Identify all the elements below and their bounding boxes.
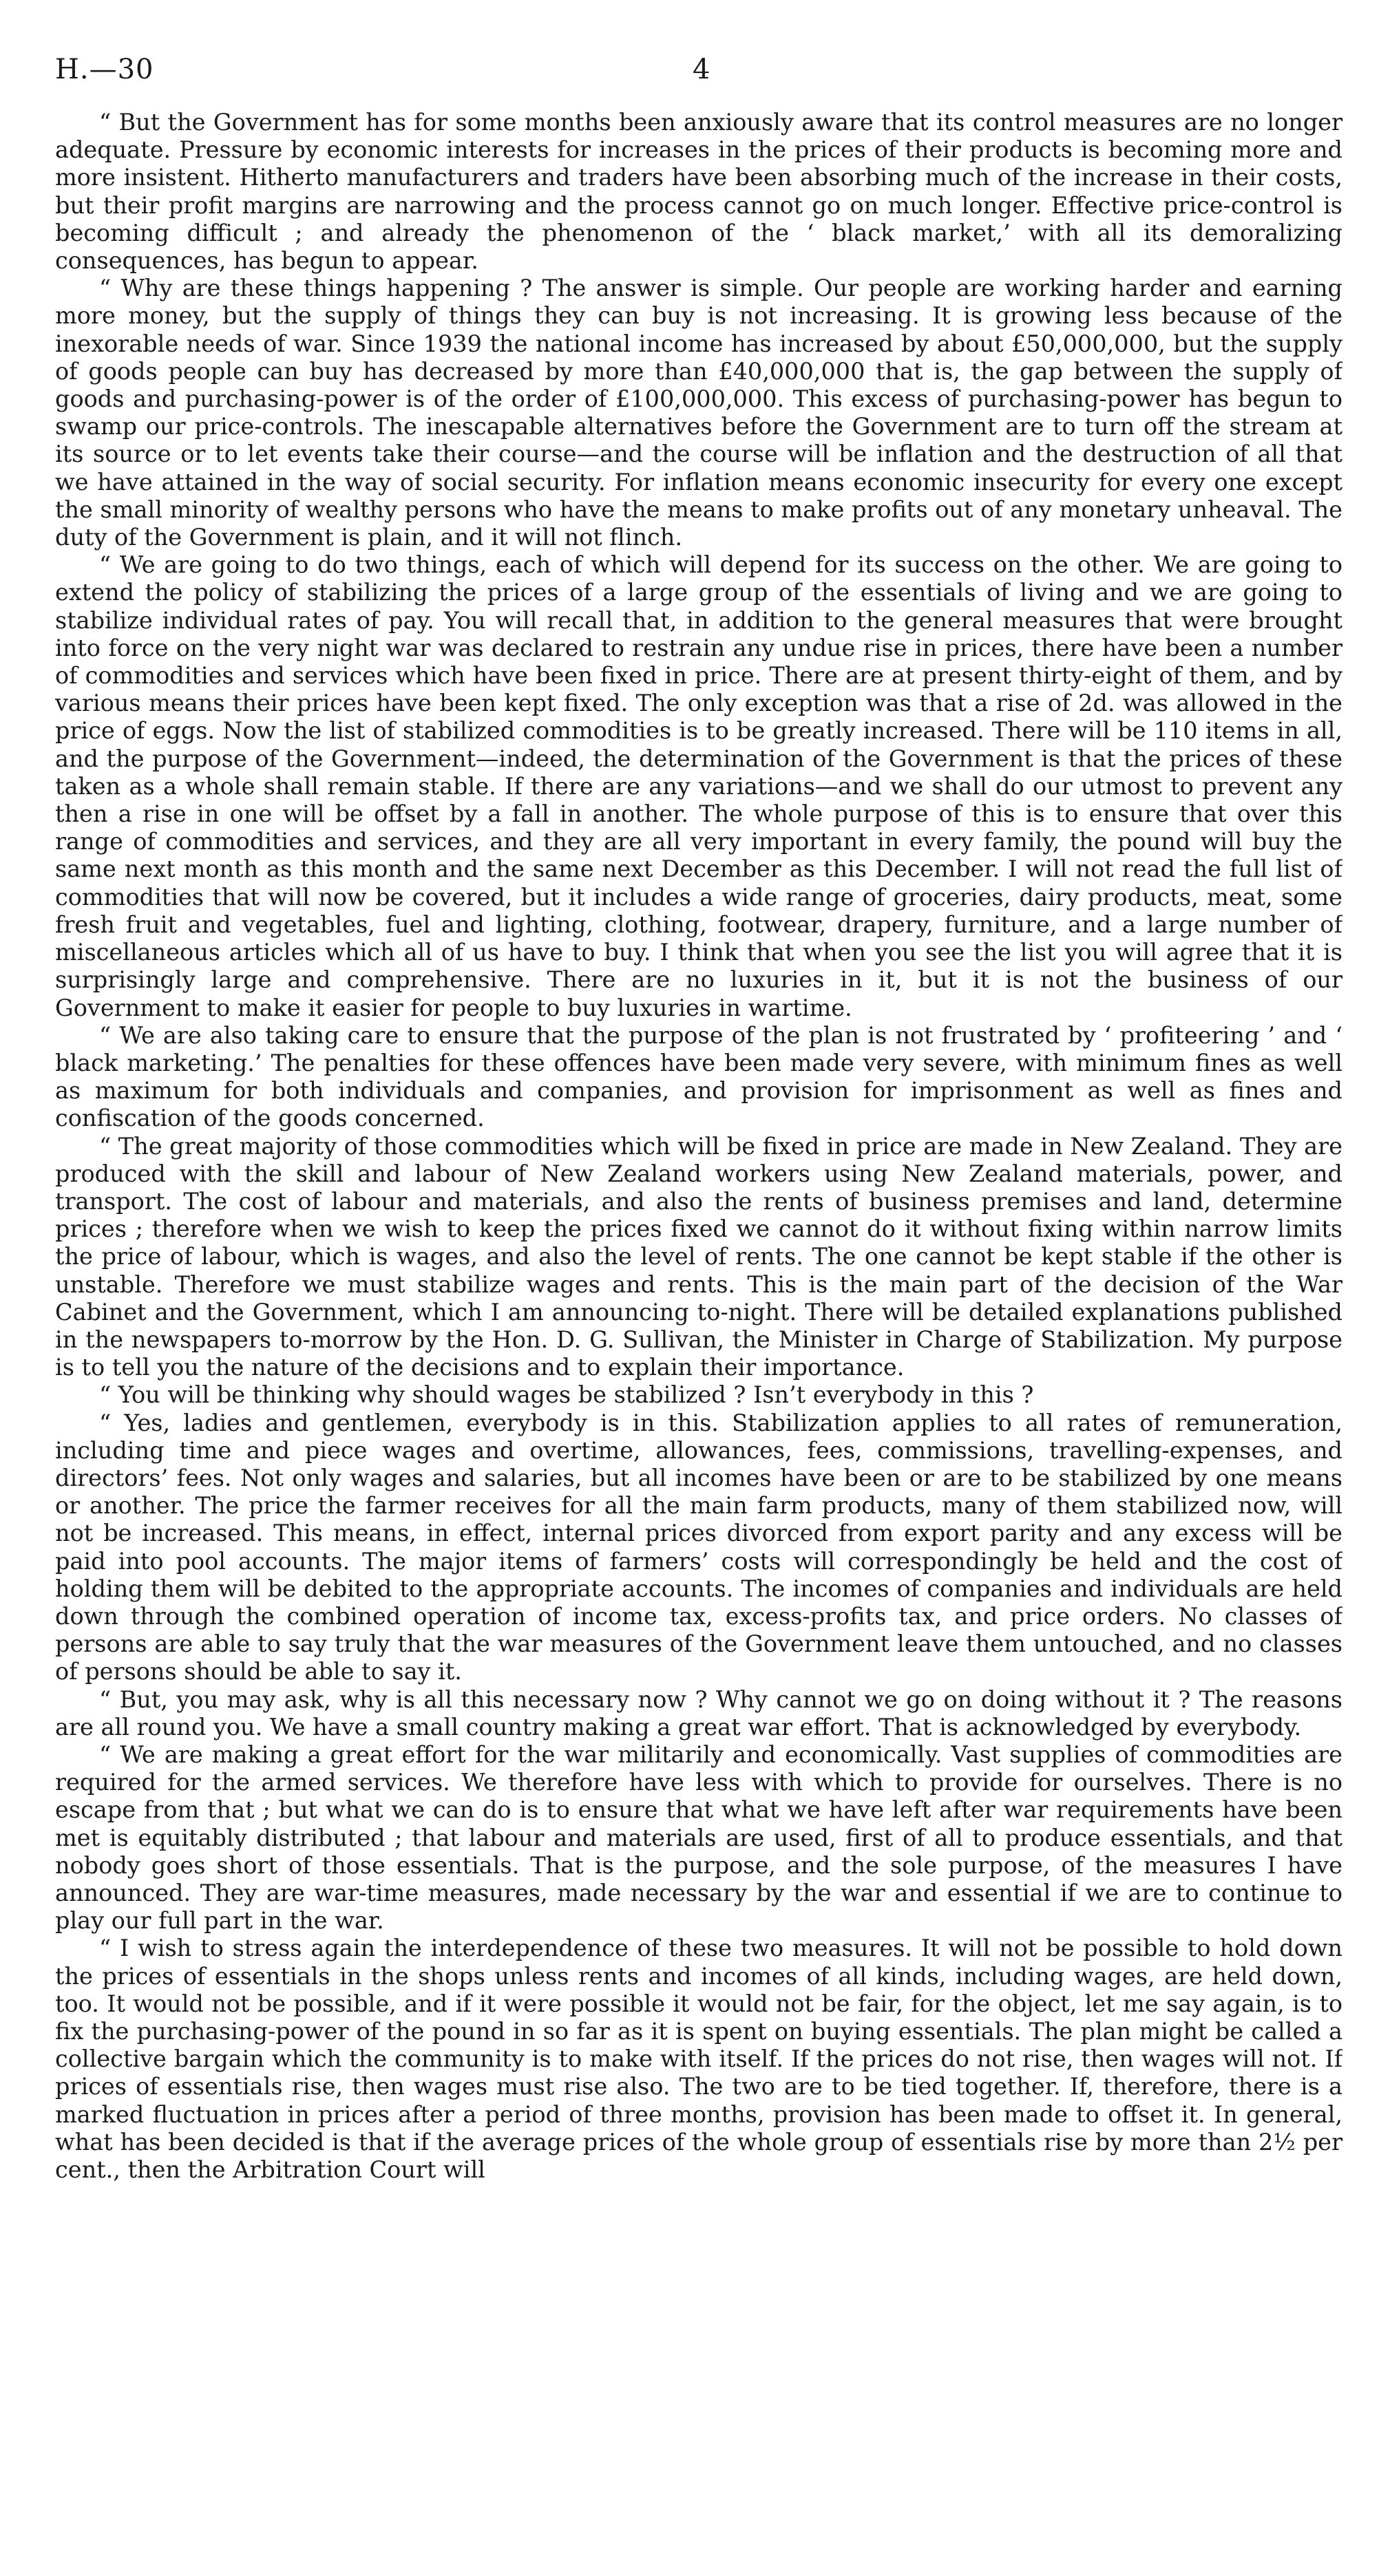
document-reference: H.—30 xyxy=(55,54,154,85)
paragraph: “ I wish to stress again the interdependence of these two measures. It will not be possible to hold down the prices of essentials in the shops unless rents and incomes of all kinds, including wages, are held down, too. It would not be possible, and if it were possible it would not be fair, for the object, let me say again, is to fix the purchasing-power of the pound in so far as it is spent on buying essentials. The plan might be called a collective bargain which the community is to make with itself. If the prices do not rise, then wages will not. If prices of essentials rise, then wages must rise also. The two are to be tied together. If, therefore, there is a marked fluctuation in prices after a period of three months, provision has been made to offset it. In general, what has been decided is that if the average prices of the whole group of essentials rise by more than 2½ per cent., then the Arbitration Court will xyxy=(55,1935,1342,2184)
paragraph: “ The great majority of those commodities which will be fixed in price are made in New Zealand. They are produced with the skill and labour of New Zealand workers using New Zealand materials, power, and transport. The cost of labour and materials, and also the rents of business premises and land, determine prices ; therefore when we wish to keep the prices fixed we cannot do it without fixing within narrow limits the price of labour, which is wages, and also the level of rents. The one cannot be kept stable if the other is unstable. Therefore we must stabilize wages and rents. This is the main part of the decision of the War Cabinet and the Government, which I am announcing to-night. There will be detailed explanations published in the newspapers to-morrow by the Hon. D. G. Sullivan, the Minister in Charge of Stabilization. My purpose is to tell you the nature of the decisions and to explain their importance. xyxy=(55,1132,1342,1381)
paragraph: “ We are also taking care to ensure that the purpose of the plan is not frustrated by ‘ profiteering ’ and ‘ black marketing.’ The penalties for these offences have been made very severe, with minimum fines as well as maximum for both individuals and companies, and provision for imprisonment as well as fines and confiscation of the goods concerned. xyxy=(55,1021,1342,1132)
paragraph: “ We are making a great effort for the war militarily and economically. Vast supplies of commodities are required for the armed services. We therefore have less with which to provide for ourselves. There is no escape from that ; but what we can do is to ensure that what we have left after war requirements have been met is equitably distributed ; that labour and materials are used, first of all to produce essentials, and that nobody goes short of those essentials. That is the purpose, and the sole purpose, of the measures I have announced. They are war-time measures, made necessary by the war and essential if we are to continue to play our full part in the war. xyxy=(55,1741,1342,1935)
page-header xyxy=(55,54,1349,95)
paragraph: “ But, you may ask, why is all this necessary now ? Why cannot we go on doing without it ? The reasons are all round you. We have a small country making a great war effort. That is acknowledged by everybody. xyxy=(55,1685,1342,1741)
paragraph: “ Yes, ladies and gentlemen, everybody is in this. Stabilization applies to all rates of remuneration, including time and piece wages and overtime, allowances, fees, commissions, travelling-expenses, and directors’ fees. Not only wages and salaries, but all incomes have been or are to be stabilized by one means or another. The price the farmer receives for all the main farm products, many of them stabilized now, will not be increased. This means, in effect, internal prices divorced from export parity and any excess will be paid into pool accounts. The major items of farmers’ costs will correspondingly be held and the cost of holding them will be debited to the appropriate accounts. The incomes of companies and individuals are held down through the combined operation of income tax, excess-profits tax, and price orders. No classes of persons are able to say truly that the war measures of the Government leave them untouched, and no classes of persons should be able to say it. xyxy=(55,1409,1342,1685)
body-text xyxy=(55,109,1342,2545)
paragraph: “ You will be thinking why should wages be stabilized ? Isn’t everybody in this ? xyxy=(99,1381,1034,1409)
paragraph: “ But the Government has for some months been anxiously aware that its control measures are no longer adequate. Pressure by economic interests for increases in the prices of their products is becoming more and more insistent. Hitherto manufacturers and traders have been absorbing much of the increase in their costs, but their profit margins are narrowing and the process cannot go on much longer. Effective price-control is becoming difficult ; and already the phenomenon of the ‘ black market,’ with all its demoralizing consequences, has begun to appear. xyxy=(55,109,1342,275)
paragraph: “ Why are these things happening ? The answer is simple. Our people are working harder and earning more money, but the supply of things they can buy is not increasing. It is growing less because of the inexorable needs of war. Since 1939 the national income has increased by about £50,000,000, but the supply of goods people can buy has decreased by more than £40,000,000 that is, the gap between the supply of goods and purchasing-power is of the order of £100,000,000. This excess of purchasing-power has begun to swamp our price-controls. The inescapable alternatives before the Government are to turn off the stream at its source or to let events take their course—and the course will be inflation and the destruction of all that we have attained in the way of social security. For inflation means economic insecurity for every one except the small minority of wealthy persons who have the means to make profits out of any monetary unheaval. The duty of the Government is plain, and it will not flinch. xyxy=(55,275,1342,551)
paragraph: “ We are going to do two things, each of which will depend for its success on the other. We are going to extend the policy of stabilizing the prices of a large group of the essentials of living and we are going to stabilize individual rates of pay. You will recall that, in addition to the general measures that were brought into force on the very night war was declared to restrain any undue rise in prices, there have been a number of commodities and services which have been fixed in price. There are at present thirty-eight of them, and by various means their prices have been kept fixed. The only exception was that a rise of 2d. was allowed in the price of eggs. Now the list of stabilized commodities is to be greatly increased. There will be 110 items in all, and the purpose of the Government—indeed, the determination of the Government is that the prices of these taken as a whole shall remain stable. If there are any variations—and we shall do our utmost to prevent any then a rise in one will be offset by a fall in another. The whole purpose of this is to ensure that over this range of commodities and services, and they are all very important in every family, the pound will buy the same next month as this month and the same next December as this December. I will not read the full list of commodities that will now be covered, but it includes a wide range of groceries, dairy products, meat, some fresh fruit and vegetables, fuel and lighting, clothing, footwear, drapery, furniture, and a large number of miscellaneous articles which all of us have to buy. I think that when you see the list you will agree that it is surprisingly large and comprehensive. There are no luxuries in it, but it is not the business of our Government to make it easier for people to buy luxuries in wartime. xyxy=(55,551,1342,1021)
page-number: 4 xyxy=(693,54,710,85)
